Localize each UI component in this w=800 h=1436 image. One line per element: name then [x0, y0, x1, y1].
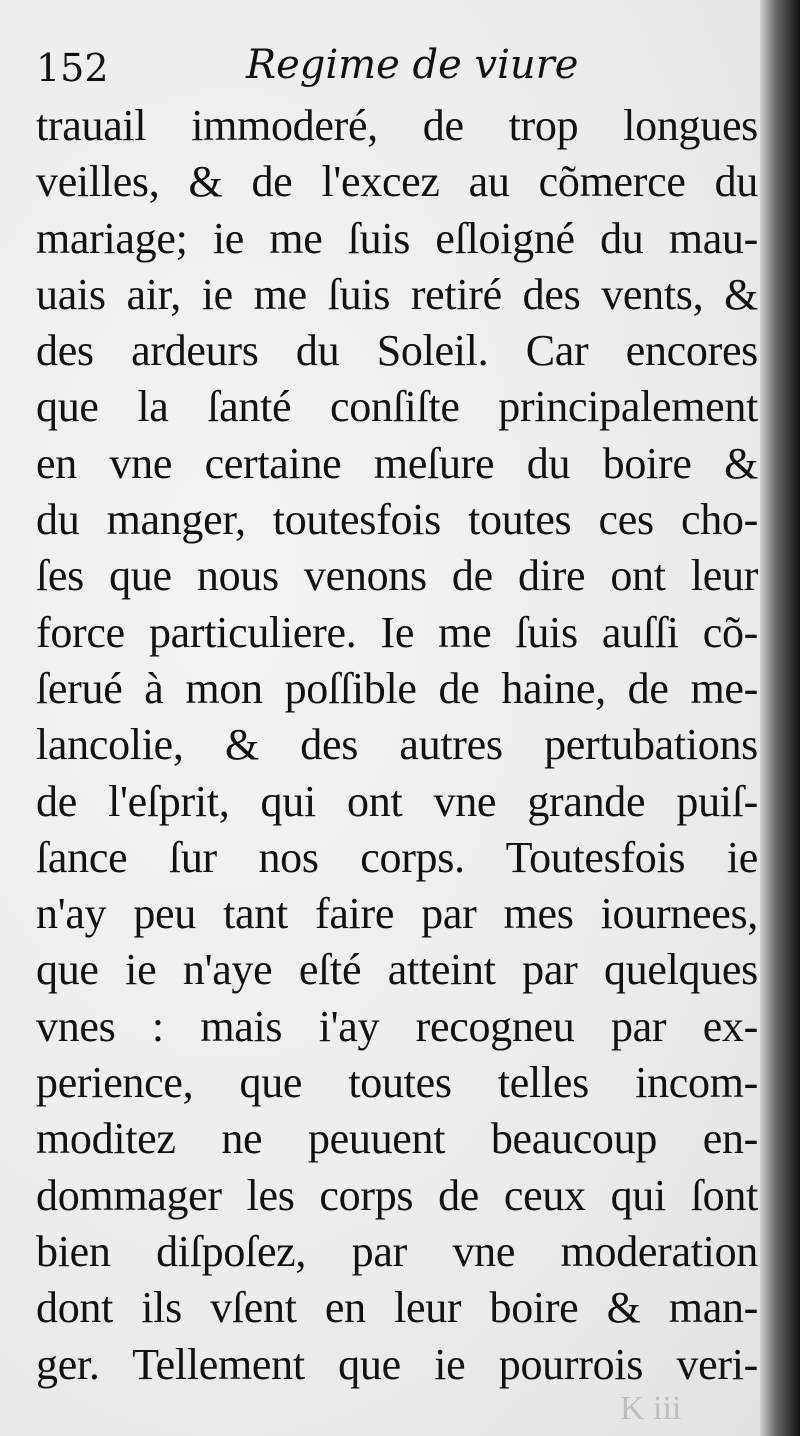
text-line: trauail immoderé, de trop longues [36, 101, 758, 150]
page-header [36, 42, 736, 100]
text-line: vnes : mais i'ay recogneu par ex- [36, 1001, 758, 1051]
text-line: ſes que nous venons de dire ont leur [36, 551, 758, 601]
text-line: bien diſpoſez, par vne moderation [36, 1226, 758, 1276]
text-line: force particuliere. Ie me ſuis auſſi cõ- [36, 607, 758, 657]
text-line: de l'eſprit, qui ont vne grande puiſ- [36, 776, 758, 826]
text-line: en vne certaine meſure du boire & [36, 438, 758, 488]
text-line: mariage; ie me ſuis eſloigné du mau- [36, 213, 758, 263]
text-line: lancolie, & des autres pertubations [36, 720, 758, 770]
text-line: ſerué à mon poſſible de haine, de me- [36, 663, 758, 713]
page-number: 152 [36, 46, 109, 90]
running-title: Regime de viure [246, 42, 579, 88]
signature-mark: K iii [620, 1390, 682, 1427]
text-line: perience, que toutes telles incom- [36, 1058, 758, 1108]
text-line: dommager les corps de ceux qui ſont [36, 1170, 758, 1220]
page-edge-shadow [760, 0, 800, 1436]
text-line: des ardeurs du Soleil. Car encores [36, 326, 758, 376]
text-line: que ie n'aye eſté atteint par quelques [36, 945, 758, 995]
text-line: uais air, ie me ſuis retiré des vents, & [36, 269, 758, 319]
text-line: ger. Tellement que ie pourrois veri- [36, 1339, 758, 1389]
body-text [36, 98, 758, 1393]
text-line: veilles, & de l'excez au cõmerce du [36, 157, 758, 207]
text-line: du manger, toutesfois toutes ces cho- [36, 495, 758, 545]
text-line: dont ils vſent en leur boire & man- [36, 1283, 758, 1333]
text-line: moditez ne peuuent beaucoup en- [36, 1114, 758, 1164]
text-line: ſance ſur nos corps. Toutesfois ie [36, 832, 758, 882]
text-line: que la ſanté conſiſte principalement [36, 382, 758, 432]
text-line: n'ay peu tant faire par mes iournees, [36, 889, 758, 939]
